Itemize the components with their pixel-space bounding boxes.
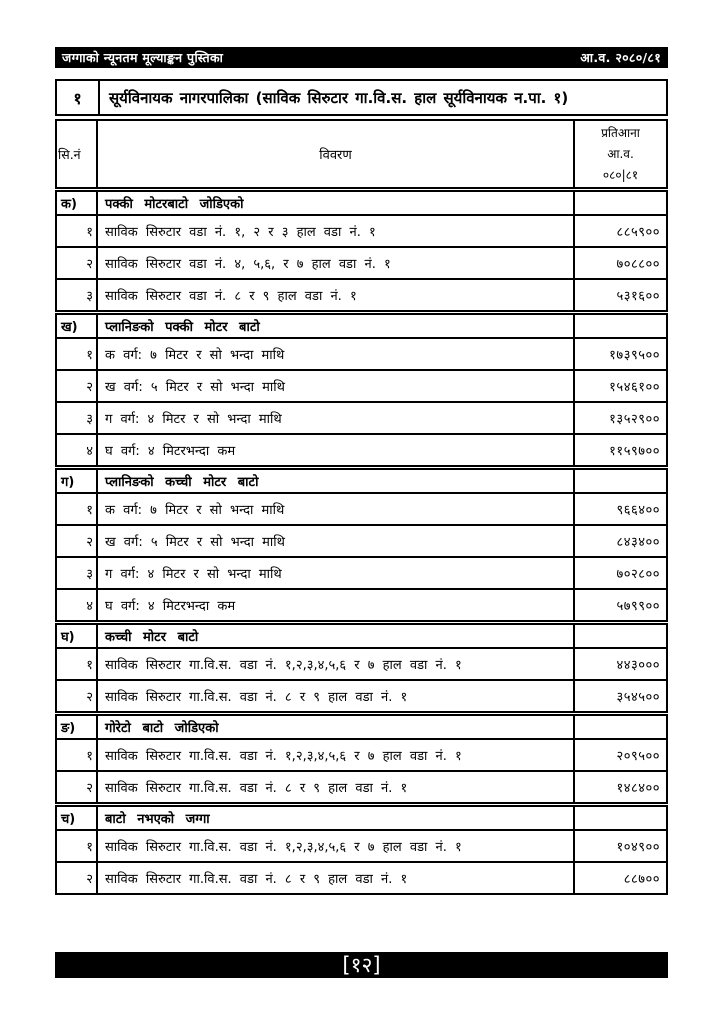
row-number: ३ (56, 279, 97, 313)
table-row (56, 402, 667, 434)
row-number: ४ (56, 434, 97, 468)
section-label: च) (56, 805, 97, 831)
municipality-title: सूर्यविनायक नागरपालिका (साविक सिरुटार गा.वि.स. हाल सूर्यविनायक न.पा. १) (109, 88, 569, 107)
section-title: कच्ची मोटर बाटो (97, 623, 574, 649)
row-description: साविक सिरुटार गा.वि.स. वडा नं. ८ र ९ हाल वडा नं. १ (97, 771, 574, 805)
section-title: प्लानिङको पक्की मोटर बाटो (97, 313, 574, 339)
row-number: २ (56, 680, 97, 714)
table-row (56, 557, 667, 589)
table-row (56, 247, 667, 279)
section-header-row (56, 805, 667, 831)
section-label: घ) (56, 623, 97, 649)
row-rate-value: ४४३००० (574, 648, 667, 680)
section-header-row (56, 714, 667, 740)
row-description: ग वर्ग: ४ मिटर र सो भन्दा माथि (97, 557, 574, 589)
table-row (56, 830, 667, 862)
row-description: साविक सिरुटार वडा नं. ८ र ९ हाल वडा नं. १ (97, 279, 574, 313)
row-rate-value: १५४६१०० (574, 370, 667, 402)
row-rate-value: ८८७०० (574, 862, 667, 894)
table-row (56, 771, 667, 805)
rate-header-line-1: प्रतिआना (601, 125, 640, 140)
section-header-row (56, 190, 667, 216)
header-bar (55, 47, 668, 68)
table-row (56, 525, 667, 557)
row-number: १ (56, 215, 97, 247)
row-rate-value: ५३१६०० (574, 279, 667, 313)
section-rate-empty (574, 190, 667, 216)
row-number: १ (56, 830, 97, 862)
valuation-table (55, 119, 668, 895)
row-description: साविक सिरुटार वडा नं. १, २ र ३ हाल वडा नं. १ (97, 215, 574, 247)
row-number: २ (56, 525, 97, 557)
row-number: २ (56, 771, 97, 805)
page-content (55, 47, 668, 895)
section-rate-empty (574, 805, 667, 831)
table-row (56, 589, 667, 623)
row-number: २ (56, 247, 97, 279)
row-rate-value: ८८५९०० (574, 215, 667, 247)
section-header-row (56, 313, 667, 339)
table-row (56, 338, 667, 370)
section-rate-empty (574, 623, 667, 649)
section-label: ग) (56, 468, 97, 494)
section-title: पक्की मोटरबाटो जोडिएको (97, 190, 574, 216)
section-title: गोरेटो बाटो जोडिएको (97, 714, 574, 740)
fiscal-year-label: आ.व. २०८०/८१ (580, 50, 661, 65)
row-rate-value: ३५४५०० (574, 680, 667, 714)
table-row (56, 493, 667, 525)
row-description: साविक सिरुटार गा.वि.स. वडा नं. १,२,३,४,५,६ र ७ हाल वडा नं. १ (97, 648, 574, 680)
table-row (56, 680, 667, 714)
section-label: ख) (56, 313, 97, 339)
table-header-row (56, 120, 667, 190)
row-number: १ (56, 739, 97, 771)
row-rate-value: ७०२८०० (574, 557, 667, 589)
row-rate-value: ११५९७०० (574, 434, 667, 468)
table-row (56, 279, 667, 313)
row-description: साविक सिरुटार गा.वि.स. वडा नं. ८ र ९ हाल वडा नं. १ (97, 680, 574, 714)
section-label: ङ) (56, 714, 97, 740)
row-number: २ (56, 370, 97, 402)
municipality-serial-number: १ (57, 81, 100, 114)
row-rate-value: १३५२९०० (574, 402, 667, 434)
table-row (56, 648, 667, 680)
footer-bar (55, 952, 668, 978)
row-number: १ (56, 648, 97, 680)
row-rate-value: १४८४०० (574, 771, 667, 805)
row-description: ख वर्ग: ५ मिटर र सो भन्दा माथि (97, 525, 574, 557)
row-description: ख वर्ग: ५ मिटर र सो भन्दा माथि (97, 370, 574, 402)
row-rate-value: १०४९०० (574, 830, 667, 862)
row-description: साविक सिरुटार गा.वि.स. वडा नं. १,२,३,४,५,६ र ७ हाल वडा नं. १ (97, 830, 574, 862)
row-description: क वर्ग: ७ मिटर र सो भन्दा माथि (97, 493, 574, 525)
rate-header-line-2: आ.व. (607, 146, 634, 161)
section-title: बाटो नभएको जग्गा (97, 805, 574, 831)
row-number: २ (56, 862, 97, 894)
col-header-rate (574, 120, 667, 190)
section-label: क) (56, 190, 97, 216)
row-number: ३ (56, 402, 97, 434)
col-header-serial-number: सि.नं (56, 120, 97, 190)
row-rate-value: २०९५०० (574, 739, 667, 771)
table-row (56, 434, 667, 468)
row-description: ग वर्ग: ४ मिटर र सो भन्दा माथि (97, 402, 574, 434)
row-description: घ वर्ग: ४ मिटरभन्दा कम (97, 589, 574, 623)
row-number: १ (56, 493, 97, 525)
row-rate-value: १७३९५०० (574, 338, 667, 370)
row-rate-value: ७०८८०० (574, 247, 667, 279)
section-header-row (56, 623, 667, 649)
section-title: प्लानिङको कच्ची मोटर बाटो (97, 468, 574, 494)
row-rate-value: ८४३४०० (574, 525, 667, 557)
section-rate-empty (574, 468, 667, 494)
page-number: [१२] (342, 953, 381, 977)
table-row (56, 215, 667, 247)
row-description: साविक सिरुटार वडा नं. ४, ५,६, र ७ हाल वडा नं. १ (97, 247, 574, 279)
rate-header-line-3: ०८०|८१ (602, 167, 639, 182)
row-rate-value: ५७९९०० (574, 589, 667, 623)
section-rate-empty (574, 313, 667, 339)
table-row (56, 739, 667, 771)
row-number: ३ (56, 557, 97, 589)
row-description: घ वर्ग: ४ मिटरभन्दा कम (97, 434, 574, 468)
row-description: क वर्ग: ७ मिटर र सो भन्दा माथि (97, 338, 574, 370)
row-number: १ (56, 338, 97, 370)
row-number: ४ (56, 589, 97, 623)
section-rate-empty (574, 714, 667, 740)
row-description: साविक सिरुटार गा.वि.स. वडा नं. १,२,३,४,५,६ र ७ हाल वडा नं. १ (97, 739, 574, 771)
col-header-description: विवरण (97, 120, 574, 190)
row-rate-value: ९६६४०० (574, 493, 667, 525)
table-row (56, 862, 667, 894)
booklet-title: जग्गाको न्यूनतम मूल्याङ्कन पुस्तिका (62, 50, 224, 65)
municipality-title-row (55, 79, 668, 116)
table-row (56, 370, 667, 402)
row-description: साविक सिरुटार गा.वि.स. वडा नं. ८ र ९ हाल वडा नं. १ (97, 862, 574, 894)
section-header-row (56, 468, 667, 494)
